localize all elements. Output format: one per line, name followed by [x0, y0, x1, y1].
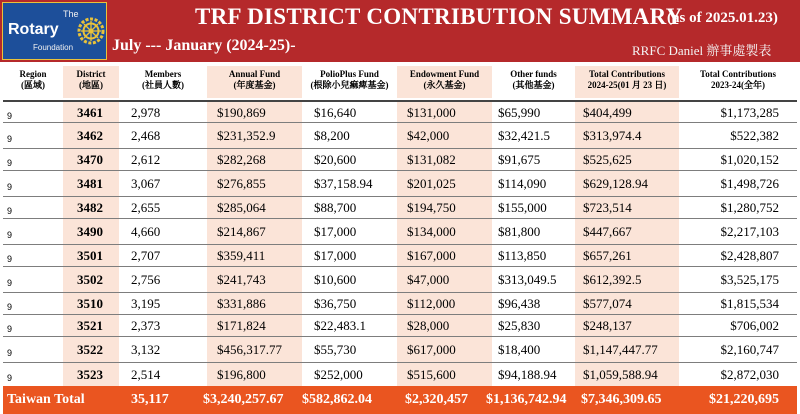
column-header-district [63, 66, 119, 98]
column-header-title: PolioPlus Fund [320, 69, 379, 79]
cell-other: $113,850 [498, 248, 547, 263]
cell-region: 9 [7, 373, 13, 383]
cell-polio: $36,750 [314, 296, 357, 311]
cell-region: 9 [7, 158, 13, 168]
total-members: 35,117 [131, 392, 169, 407]
cell-endow: $112,000 [397, 293, 492, 315]
cell-district: 3510 [63, 293, 119, 315]
total-endow: $2,320,457 [405, 392, 468, 407]
cell-endow: $47,000 [397, 267, 492, 293]
cell-total2425: $248,137 [575, 315, 679, 337]
cell-polio: $8,200 [314, 128, 350, 143]
total-annual: $3,240,257.67 [203, 392, 284, 407]
cell-endow: $167,000 [397, 245, 492, 267]
total-total2324: $21,220,695 [709, 392, 779, 407]
cell-district: 3521 [63, 315, 119, 337]
cell-other: $155,000 [498, 200, 547, 215]
cell-members: 2,756 [131, 272, 161, 287]
author-label: RRFC Daniel 辦事處製表 [632, 43, 772, 58]
logo-foundation: Foundation [33, 43, 74, 52]
column-header-polio [302, 66, 397, 98]
cell-polio: $17,000 [314, 224, 357, 239]
column-header-other [492, 66, 575, 98]
total-polio: $582,862.04 [302, 392, 372, 407]
cell-total2324: $3,525,175 [720, 272, 779, 287]
cell-total2324: $2,217,103 [720, 224, 779, 239]
cell-members: 4,660 [131, 224, 161, 239]
column-header-subtitle: (其他基金) [512, 80, 555, 90]
cell-district: 3470 [63, 149, 119, 171]
total-label: Taiwan Total [7, 392, 85, 407]
cell-total2425: $657,261 [575, 245, 679, 267]
cell-members: 2,468 [131, 128, 161, 143]
cell-district: 3501 [63, 245, 119, 267]
cell-polio: $20,600 [314, 152, 357, 167]
table-row [3, 148, 797, 171]
cell-other: $32,421.5 [498, 128, 550, 143]
column-header-subtitle: (年度基金) [233, 80, 276, 90]
taiwan-total-row [3, 386, 797, 414]
table-row [3, 362, 797, 387]
column-header-title: Total Contributions [700, 69, 776, 79]
contribution-table [3, 66, 797, 414]
cell-region: 9 [7, 302, 13, 312]
cell-members: 2,514 [131, 367, 161, 382]
cell-endow: $134,000 [397, 219, 492, 245]
column-header-subtitle: (根除小兒痲痺基金) [310, 80, 389, 90]
cell-region: 9 [7, 324, 13, 334]
cell-annual: $231,352.9 [207, 123, 302, 149]
total-other: $1,136,742.94 [486, 392, 567, 407]
cell-annual: $196,800 [207, 363, 302, 387]
cell-endow: $194,750 [397, 197, 492, 219]
cell-annual: $276,855 [207, 171, 302, 197]
column-header-total2425 [575, 66, 679, 98]
cell-district: 3462 [63, 123, 119, 149]
cell-polio: $22,483.1 [314, 318, 366, 333]
cell-endow: $201,025 [397, 171, 492, 197]
cell-district: 3523 [63, 363, 119, 387]
column-header-subtitle: (地區) [79, 80, 103, 90]
cell-region: 9 [7, 230, 13, 240]
cell-polio: $10,600 [314, 272, 357, 287]
cell-annual: $282,268 [207, 149, 302, 171]
cell-members: 2,978 [131, 105, 161, 120]
cell-region: 9 [7, 206, 13, 216]
cell-polio: $55,730 [314, 342, 357, 357]
cell-region: 9 [7, 254, 13, 264]
cell-polio: $16,640 [314, 105, 357, 120]
total-total2425: $7,346,309.65 [581, 392, 662, 407]
column-header-subtitle: (永久基金) [423, 80, 466, 90]
period-label: July --- January (2024-25)- [112, 37, 296, 54]
cell-total2425: $1,059,588.94 [575, 363, 679, 387]
cell-annual: $285,064 [207, 197, 302, 219]
cell-total2324: $1,280,752 [720, 200, 779, 215]
column-header-annual [207, 66, 302, 98]
as-of-date: (as of 2025.01.23) [667, 10, 778, 26]
cell-other: $94,188.94 [498, 367, 557, 382]
cell-other: $65,990 [498, 105, 541, 120]
cell-region: 9 [7, 111, 13, 121]
cell-annual: $359,411 [207, 245, 302, 267]
table-row [3, 336, 797, 363]
column-header-title: Region [19, 69, 47, 79]
cell-members: 2,612 [131, 152, 161, 167]
cell-total2425: $629,128.94 [575, 171, 679, 197]
column-header-title: Total Contributions [589, 69, 665, 79]
cell-members: 2,373 [131, 318, 161, 333]
cell-polio: $17,000 [314, 248, 357, 263]
cell-members: 2,707 [131, 248, 161, 263]
cell-total2324: $2,160,747 [720, 342, 779, 357]
cell-endow: $42,000 [397, 123, 492, 149]
column-header-subtitle: 2023-24(全年) [711, 80, 765, 90]
cell-total2324: $2,428,807 [720, 248, 779, 263]
cell-annual: $331,886 [207, 293, 302, 315]
column-header-title: Annual Fund [228, 69, 281, 79]
column-header-endow [397, 66, 492, 98]
cell-members: 3,132 [131, 342, 161, 357]
cell-polio: $88,700 [314, 200, 357, 215]
cell-annual: $171,824 [207, 315, 302, 337]
cell-other: $114,090 [498, 176, 547, 191]
cell-annual: $214,867 [207, 219, 302, 245]
cell-members: 3,195 [131, 296, 161, 311]
column-header-subtitle: 2024-25(01 月 23 日) [587, 80, 667, 90]
cell-total2324: $1,815,534 [720, 296, 779, 311]
column-header-subtitle: (社員人數) [142, 80, 184, 90]
cell-total2425: $404,499 [575, 102, 679, 124]
column-header-title: Other funds [510, 69, 557, 79]
cell-district: 3461 [63, 102, 119, 124]
cell-total2324: $522,382 [730, 128, 779, 143]
cell-total2425: $612,392.5 [575, 267, 679, 293]
table-row [3, 100, 797, 124]
table-row [3, 266, 797, 293]
cell-other: $313,049.5 [498, 272, 557, 287]
column-header-title: District [76, 69, 106, 79]
column-header-title: Members [144, 69, 182, 79]
cell-region: 9 [7, 182, 13, 192]
cell-annual: $241,743 [207, 267, 302, 293]
column-header-region [3, 66, 63, 98]
cell-total2324: $1,173,285 [720, 105, 779, 120]
header-banner [0, 0, 800, 62]
cell-annual: $456,317.77 [207, 337, 302, 363]
cell-other: $91,675 [498, 152, 541, 167]
cell-endow: $131,000 [397, 102, 492, 124]
cell-region: 9 [7, 134, 13, 144]
cell-total2425: $447,667 [575, 219, 679, 245]
cell-district: 3502 [63, 267, 119, 293]
cell-members: 3,067 [131, 176, 161, 191]
cell-endow: $131,082 [397, 149, 492, 171]
cell-polio: $252,000 [314, 367, 363, 382]
cell-other: $25,830 [498, 318, 541, 333]
cell-endow: $515,600 [397, 363, 492, 387]
column-header-subtitle: (區域) [21, 80, 45, 90]
rotary-wheel-icon [77, 17, 105, 45]
cell-endow: $28,000 [397, 315, 492, 337]
column-header-members [119, 66, 207, 98]
rotary-foundation-logo [2, 2, 107, 60]
table-row [3, 244, 797, 267]
page-title: TRF DISTRICT CONTRIBUTION SUMMARY [195, 4, 683, 29]
cell-polio: $37,158.94 [314, 176, 373, 191]
cell-total2425: $525,625 [575, 149, 679, 171]
column-header-title: Endowment Fund [409, 69, 480, 79]
table-row [3, 122, 797, 149]
cell-district: 3482 [63, 197, 119, 219]
cell-region: 9 [7, 278, 13, 288]
cell-district: 3522 [63, 337, 119, 363]
cell-district: 3490 [63, 219, 119, 245]
cell-total2425: $1,147,447.77 [575, 337, 679, 363]
table-row [3, 314, 797, 337]
table-row [3, 170, 797, 197]
table-row [3, 218, 797, 245]
logo-rotary: Rotary [8, 21, 59, 38]
logo-the: The [63, 9, 79, 19]
cell-total2324: $1,498,726 [720, 176, 779, 191]
cell-region: 9 [7, 348, 13, 358]
cell-other: $18,400 [498, 342, 541, 357]
cell-endow: $617,000 [397, 337, 492, 363]
cell-total2425: $577,074 [575, 293, 679, 315]
cell-total2324: $706,002 [730, 318, 779, 333]
cell-other: $81,800 [498, 224, 541, 239]
table-row [3, 292, 797, 315]
column-header-total2324 [679, 66, 797, 98]
cell-total2324: $2,872,030 [720, 367, 779, 382]
cell-members: 2,655 [131, 200, 161, 215]
cell-district: 3481 [63, 171, 119, 197]
cell-annual: $190,869 [207, 102, 302, 124]
cell-other: $96,438 [498, 296, 541, 311]
table-row [3, 196, 797, 219]
cell-total2425: $723,514 [575, 197, 679, 219]
cell-total2324: $1,020,152 [720, 152, 779, 167]
cell-total2425: $313,974.4 [575, 123, 679, 149]
